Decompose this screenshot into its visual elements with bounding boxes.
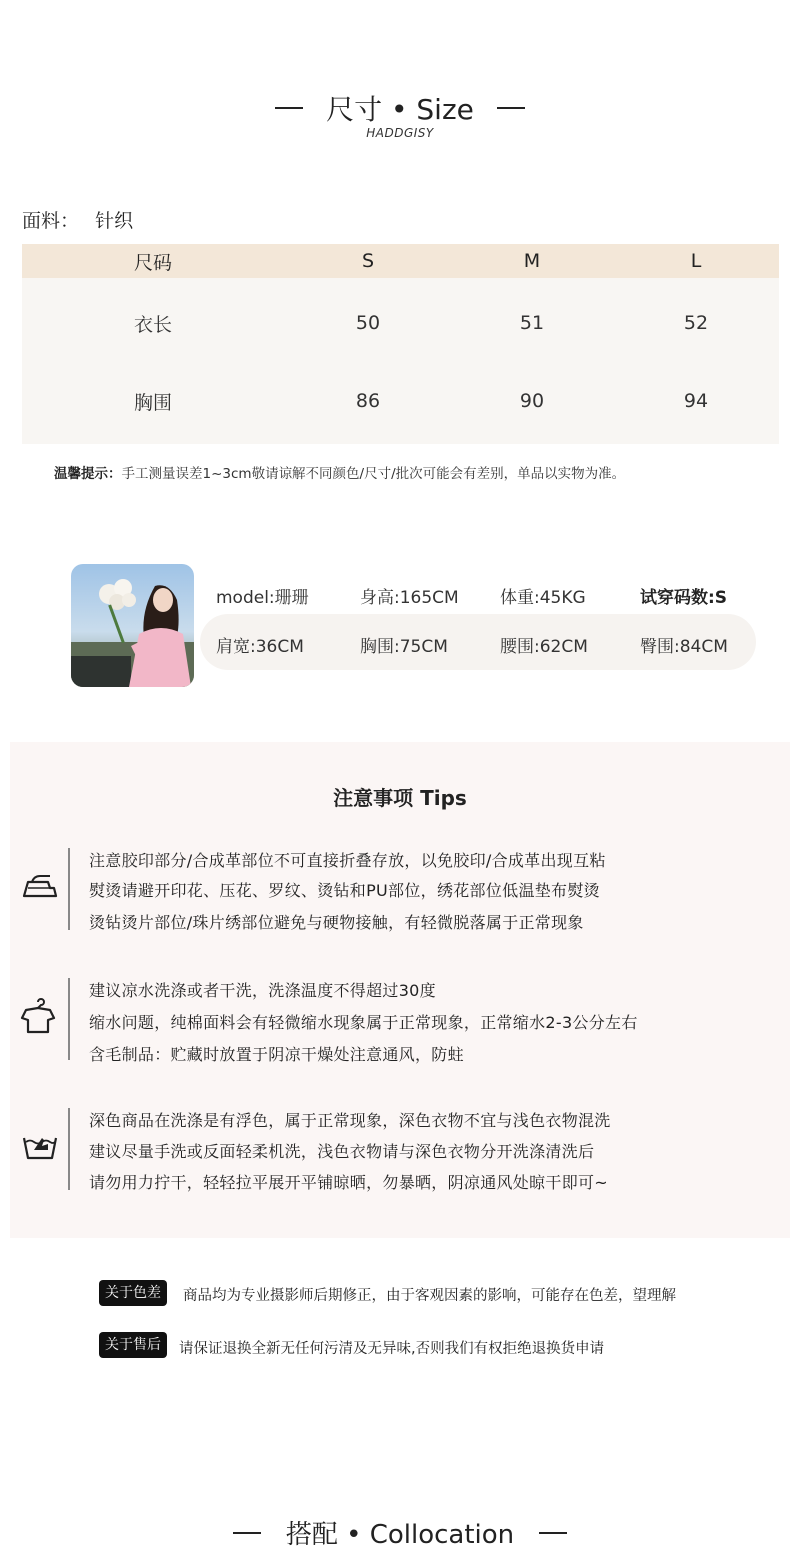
- collocation-section-title: [0, 1514, 800, 1551]
- hand-wash-icon: [20, 1124, 60, 1164]
- collocation-title-text: 搭配 • Collocation: [285, 1520, 515, 1550]
- header-l: L: [690, 250, 702, 272]
- model-photo: [71, 564, 194, 687]
- model-trial-size: 试穿码数:S: [640, 588, 728, 608]
- title-dash-left: [275, 107, 303, 109]
- fabric-info: [22, 206, 133, 233]
- care-line: 建议尽量手洗或反面轻柔机洗，浅色衣物请与深色衣物分开洗涤清洗后: [89, 1142, 595, 1161]
- size-title-text: 尺寸 • Size: [326, 93, 474, 126]
- table-cell: 51: [519, 312, 545, 334]
- table-cell: 94: [683, 390, 709, 412]
- care-line: 含毛制品：贮藏时放置于阴凉干燥处注意通风，防蛀: [89, 1045, 464, 1064]
- table-row: [22, 362, 779, 440]
- care-line: 烫钻烫片部位/珠片绣部位避免与硬物接触，有轻微脱落属于正常现象: [89, 913, 584, 932]
- tip-label: 温馨提示：: [54, 466, 122, 482]
- header-m: M: [523, 250, 541, 272]
- size-table-body: [22, 278, 779, 444]
- hanging-shirt-icon: [18, 996, 58, 1036]
- after-sales-text: 请保证退换全新无任何污清及无异味,否则我们有权拒绝退换货申请: [179, 1341, 605, 1357]
- title-dash-right: [539, 1532, 567, 1534]
- table-cell: 50: [355, 312, 381, 334]
- title-dash-right: [497, 107, 525, 109]
- row-label: 胸围: [134, 391, 173, 414]
- model-shoulder: 肩宽:36CM: [216, 637, 304, 657]
- model-bust: 胸围:75CM: [360, 637, 448, 657]
- model-weight: 体重:45KG: [500, 588, 586, 608]
- size-table-header: [22, 244, 779, 278]
- care-line: 熨烫请避开印花、压花、罗纹、烫钻和PU部位，绣花部位低温垫布熨烫: [89, 881, 600, 900]
- fabric-value: 针织: [95, 210, 134, 232]
- divider: [68, 848, 70, 930]
- divider: [68, 978, 70, 1060]
- tip-text: 手工测量误差1~3cm敬请谅解不同颜色/尺寸/批次可能会有差别，单品以实物为准。: [121, 466, 626, 482]
- header-s: S: [361, 250, 375, 272]
- model-waist: 腰围:62CM: [500, 637, 588, 657]
- table-row: [22, 284, 779, 362]
- care-line: 请勿用力拧干，轻轻拉平展开平铺晾晒，勿暴晒，阴凉通风处晾干即可~: [89, 1173, 609, 1192]
- model-hip: 臀围:84CM: [640, 637, 728, 657]
- title-dash-left: [233, 1532, 261, 1534]
- row-label: 衣长: [134, 313, 173, 336]
- iron-icon: [20, 868, 60, 908]
- table-cell: 52: [683, 312, 709, 334]
- care-line: 建议凉水洗涤或者干洗，洗涤温度不得超过30度: [89, 981, 436, 1000]
- fabric-label: 面料：: [22, 210, 80, 232]
- size-section-title: [0, 88, 800, 128]
- brand-name: HADDGISY: [366, 126, 434, 140]
- tips-title: 注意事项 Tips: [333, 786, 467, 810]
- divider: [68, 1108, 70, 1190]
- model-name: model:珊珊: [216, 588, 309, 608]
- model-photo-image: [71, 564, 194, 687]
- care-line: 注意胶印部分/合成革部位不可直接折叠存放，以免胶印/合成革出现互粘: [89, 851, 606, 870]
- header-size: 尺码: [134, 251, 173, 274]
- table-cell: 86: [355, 390, 381, 412]
- color-difference-text: 商品均为专业摄影师后期修正，由于客观因素的影响，可能存在色差，望理解: [183, 1288, 676, 1304]
- care-line: 缩水问题，纯棉面料会有轻微缩水现象属于正常现象，正常缩水2-3公分左右: [89, 1013, 638, 1032]
- model-height: 身高:165CM: [360, 588, 459, 608]
- size-table: [22, 244, 779, 444]
- measurement-tip: [54, 462, 625, 482]
- color-difference-badge: 关于色差: [99, 1280, 167, 1306]
- care-line: 深色商品在洗涤是有浮色，属于正常现象，深色衣物不宜与浅色衣物混洗: [89, 1111, 611, 1130]
- table-cell: 90: [519, 390, 545, 412]
- after-sales-badge: 关于售后: [99, 1332, 167, 1358]
